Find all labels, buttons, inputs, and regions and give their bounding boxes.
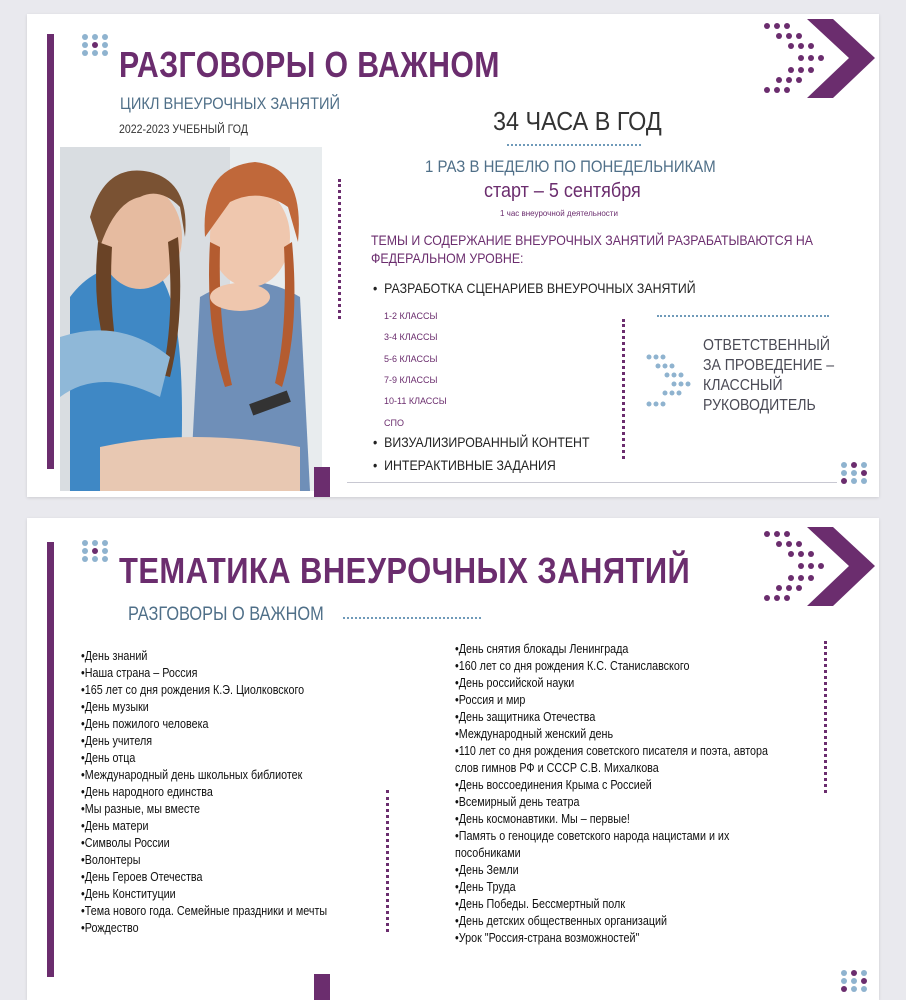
section-subtitle: РАЗГОВОРЫ О ВАЖНОМ [128,604,324,625]
accent-bar-left [47,542,54,977]
list-item: •Волонтеры [81,853,141,867]
list-item: •День детских общественных организаций [455,914,668,928]
list-item: •День музыки [81,700,149,714]
list-item: •День знаний [81,649,148,663]
list-item: •Всемирный день театра [455,795,580,809]
school-year: 2022-2023 УЧЕБНЫЙ ГОД [119,122,248,136]
topics-list-right [455,641,768,947]
start-date: старт – 5 сентября [484,180,641,202]
list-item: •Память о геноциде советского народа нацистами и их [455,829,730,843]
list-item: •Урок "Россия-страна возможностей" [455,931,640,945]
list-item: •Тема нового года. Семейные праздники и мечты [81,904,328,918]
subtitle-dotted-line [343,617,481,619]
topics-list-left [81,648,327,937]
chevron-arrow-icon [757,14,879,104]
class-1-2: 1-2 КЛАССЫ [384,311,438,321]
list-item: •День Конституции [81,887,176,901]
dots-grid-corner-icon [841,970,869,992]
bullet-visual [373,434,589,450]
photo-girls [60,147,322,491]
list-item: •Международный день школьных библиотек [81,768,303,782]
class-spo: СПО [384,418,404,428]
bullet-mark: • [373,434,378,450]
bullet-scenarios-text: РАЗРАБОТКА СЦЕНАРИЕВ ВНЕУРОЧНЫХ ЗАНЯТИЙ [384,280,696,296]
class-3-4: 3-4 КЛАССЫ [384,332,438,342]
hours-per-year: 34 ЧАСА В ГОД [493,106,662,136]
bullet-visual-text: ВИЗУАЛИЗИРОВАННЫЙ КОНТЕНТ [384,434,590,450]
list-item: •165 лет со дня рождения К.Э. Циолковского [81,683,305,697]
list-item: •День отца [81,751,136,765]
list-item: •День космонавтики. Мы – первые! [455,812,630,826]
list-item: •День Героев Отечества [81,870,203,884]
chevron-arrow-icon [757,522,879,612]
list-item: •Символы России [81,836,170,850]
vertical-dots-right [824,641,827,793]
bullet-scenarios [373,280,696,296]
list-item: •Россия и мир [455,693,526,707]
list-item: •День учителя [81,734,153,748]
list-item: •День народного единства [81,785,213,799]
cycle-subtitle: ЦИКЛ ВНЕУРОЧНЫХ ЗАНЯТИЙ [120,94,341,113]
list-item: •День пожилого человека [81,717,209,731]
bullet-interactive-text: ИНТЕРАКТИВНЫЕ ЗАДАНИЯ [384,457,556,473]
accent-block-bottom [314,467,330,497]
list-item: •День Земли [455,863,519,877]
list-item: •День матери [81,819,149,833]
list-item: •Международный женский день [455,727,614,741]
slide-2 [27,518,879,1000]
class-10-11: 10-11 КЛАССЫ [384,396,447,406]
accent-bar-left [47,34,54,469]
bullet-mark: • [373,280,378,296]
dots-grid-corner-icon [841,462,869,484]
list-item: •День защитника Отечества [455,710,596,724]
list-item: •Рождество [81,921,139,935]
dotted-arrow-icon [644,352,694,410]
list-item: •День снятия блокады Ленинграда [455,642,629,656]
accent-block-bottom [314,974,330,1000]
list-item: •День Труда [455,880,516,894]
list-item: •160 лет со дня рождения К.С. Станиславского [455,659,690,673]
list-item: •День воссоединения Крыма с Россией [455,778,652,792]
responsible-text: ОТВЕТСТВЕННЫЙ ЗА ПРОВЕДЕНИЕ – КЛАССНЫЙ РУКОВОДИТЕЛЬ [703,337,835,414]
page-title: РАЗГОВОРЫ О ВАЖНОМ [119,44,500,85]
list-item: пособниками [455,846,521,860]
hours-note: 1 час внеурочной деятельности [500,209,618,218]
themes-heading: ТЕМЫ И СОДЕРЖАНИЕ ВНЕУРОЧНЫХ ЗАНЯТИЙ РАЗРАБАТЫВАЮТСЯ НА ФЕДЕРАЛЬНОМ УРОВНЕ: [371,232,814,266]
dots-grid-icon [82,34,110,56]
bottom-line [347,482,837,483]
bullet-interactive [373,457,556,473]
list-item: •Мы разные, мы вместе [81,802,201,816]
page-title: ТЕМАТИКА ВНЕУРОЧНЫХ ЗАНЯТИЙ [119,550,691,591]
vertical-dots-middle [386,790,389,932]
divider-dotted-right [657,315,829,317]
list-item: •День российской науки [455,676,575,690]
dots-grid-icon [82,540,110,562]
vertical-dots-middle [622,319,625,459]
slide-1 [27,14,879,497]
schedule-text: 1 РАЗ В НЕДЕЛЮ ПО ПОНЕДЕЛЬНИКАМ [425,157,716,176]
divider-dotted [507,144,641,146]
vertical-dots-left [338,179,341,319]
list-item: •День Победы. Бессмертный полк [455,897,626,911]
list-item: •110 лет со дня рождения советского писателя и поэта, автора [455,744,768,758]
class-7-9: 7-9 КЛАССЫ [384,375,438,385]
bullet-mark: • [373,457,378,473]
list-item: слов гимнов РФ и СССР С.В. Михалкова [455,761,659,775]
class-5-6: 5-6 КЛАССЫ [384,354,438,364]
list-item: •Наша страна – Россия [81,666,198,680]
